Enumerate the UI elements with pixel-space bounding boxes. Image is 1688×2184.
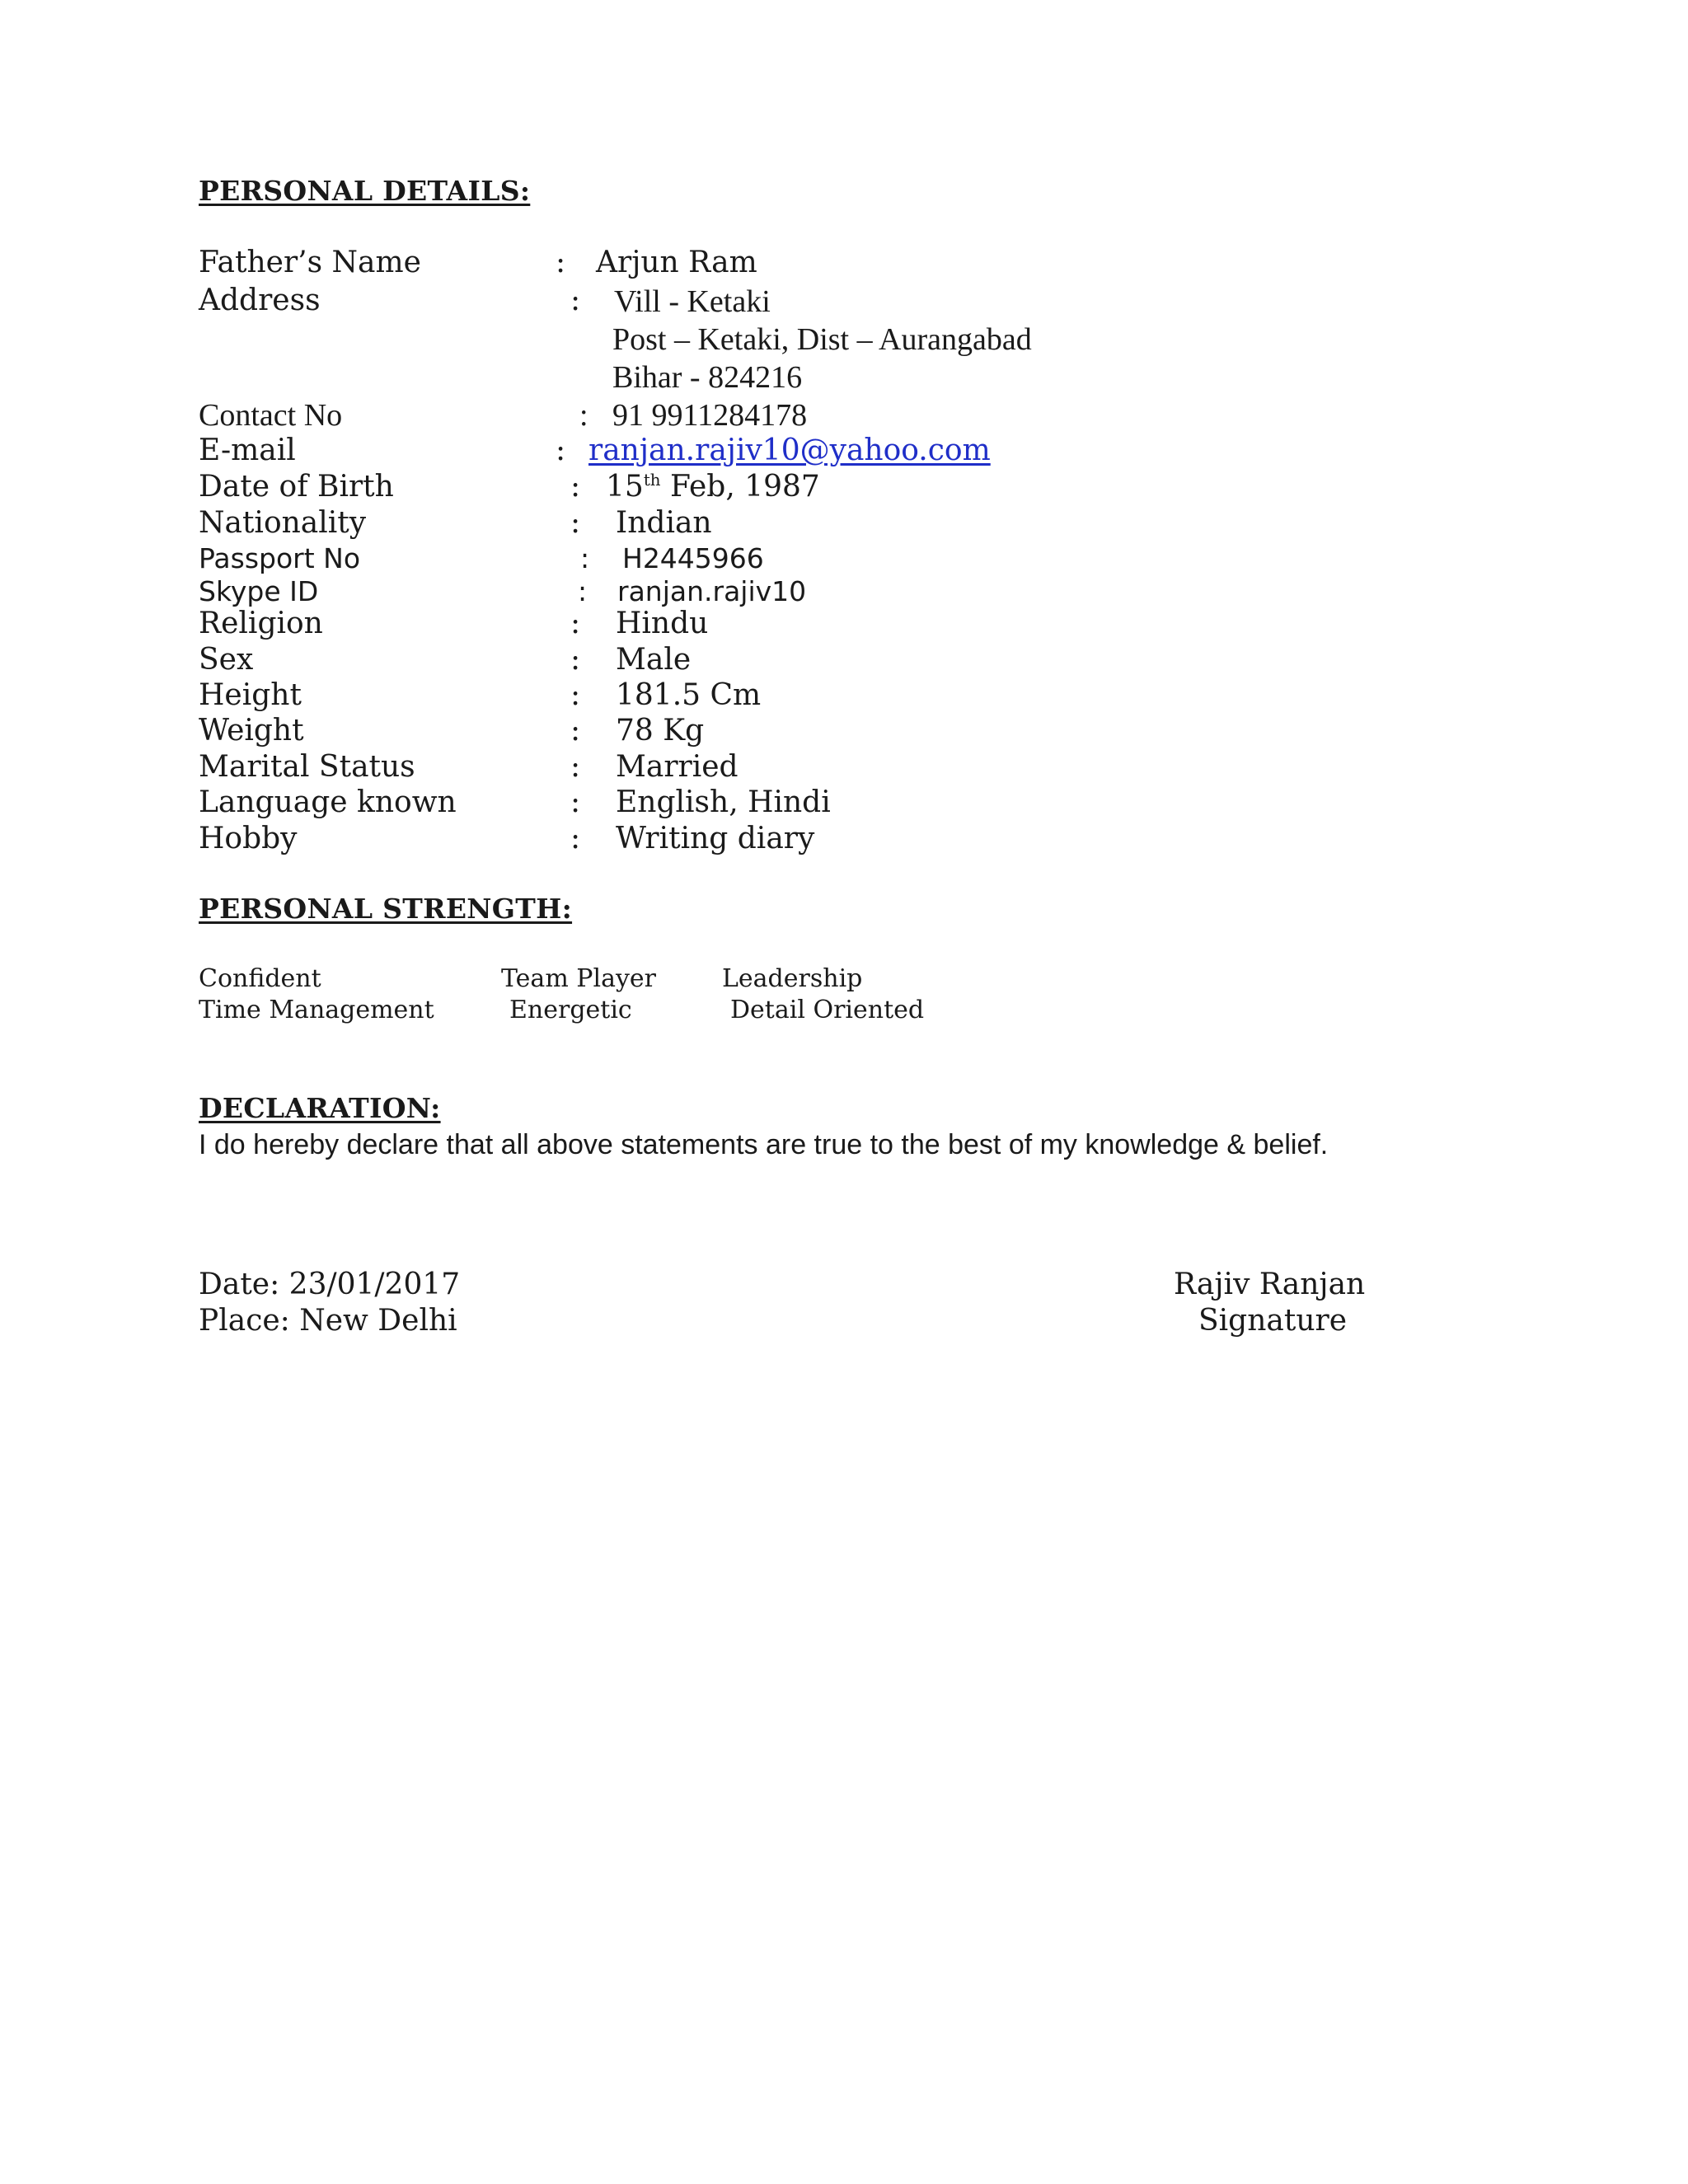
strength-item: Team Player [501,964,657,993]
date-line: Date: 23/01/2017 [199,1268,461,1301]
hobby-row [199,822,1517,858]
separator: : [570,822,581,855]
sex-label: Sex [199,643,254,677]
dob-day-suffix: th [643,471,661,490]
hobby-label: Hobby [199,822,298,855]
nationality-label: Nationality [199,506,367,540]
language-value: English, Hindi [616,785,831,819]
strength-item: Detail Oriented [730,996,925,1024]
signature-label: Signature [1198,1304,1348,1338]
height-value: 181.5 Cm [616,678,762,712]
marital-status-value: Married [616,750,738,784]
strength-item: Energetic [509,996,632,1024]
religion-value: Hindu [616,607,709,640]
weight-value: 78 Kg [616,714,705,748]
dob-value [606,470,820,504]
personal-details-heading: PERSONAL DETAILS: [199,175,531,207]
place-line: Place: New Delhi [199,1304,457,1338]
hobby-value: Writing diary [616,822,815,855]
address-line-1: Vill - Ketaki [614,284,771,319]
nationality-value: Indian [616,506,712,540]
fathers-name-value: Arjun Ram [596,246,757,279]
sex-row [199,643,1517,679]
height-row [199,678,1517,715]
language-row [199,785,1517,822]
declaration-text: I do hereby declare that all above statements are true to the best of my knowledge & belief. [199,1129,1329,1160]
religion-label: Religion [199,607,323,640]
dob-label: Date of Birth [199,470,394,504]
email-link[interactable]: ranjan.rajiv10@yahoo.com [588,434,991,467]
separator: : [578,575,588,607]
signatory-name: Rajiv Ranjan [1174,1268,1366,1301]
contact-row [199,397,1517,434]
separator: : [570,284,581,317]
contact-label: Contact No [199,398,343,433]
separator: : [580,542,590,574]
address-line-2: Post – Ketaki, Dist – Aurangabad [612,322,1032,357]
separator: : [570,607,581,640]
marital-status-row [199,750,1517,786]
dob-row [199,470,1517,506]
strength-item: Leadership [722,964,863,993]
separator: : [570,678,581,712]
passport-row [199,542,1517,579]
separator: : [570,750,581,784]
fathers-name-row [199,246,1517,282]
separator: : [579,398,588,433]
religion-row [199,607,1517,643]
address-line-3-row [199,359,1517,396]
dob-day: 15 [606,470,644,504]
separator: : [556,246,566,279]
declaration-heading: DECLARATION: [199,1092,441,1124]
address-row [199,284,1517,320]
address-label: Address [199,284,321,317]
marital-status-label: Marital Status [199,750,415,784]
weight-label: Weight [199,714,304,748]
separator: : [570,506,581,540]
dob-rest: Feb, 1987 [669,470,820,504]
personal-strength-heading: PERSONAL STRENGTH: [199,893,573,925]
separator: : [556,434,566,467]
sex-value: Male [616,643,692,677]
address-line-2-row [199,321,1517,358]
passport-value: H2445966 [622,542,764,574]
strength-item: Time Management [199,996,434,1024]
separator: : [570,785,581,819]
skype-label: Skype ID [199,575,319,607]
fathers-name-label: Father’s Name [199,246,421,279]
separator: : [570,714,581,748]
passport-label: Passport No [199,542,361,574]
email-row [199,434,1517,470]
email-label: E-mail [199,434,296,467]
separator: : [570,643,581,677]
address-line-3: Bihar - 824216 [612,360,803,395]
height-label: Height [199,678,302,712]
weight-row [199,714,1517,750]
separator: : [570,470,581,504]
strength-item: Confident [199,964,321,993]
language-label: Language known [199,785,457,819]
contact-value: 91 9911284178 [612,398,808,433]
skype-value: ranjan.rajiv10 [617,575,807,607]
nationality-row [199,506,1517,542]
